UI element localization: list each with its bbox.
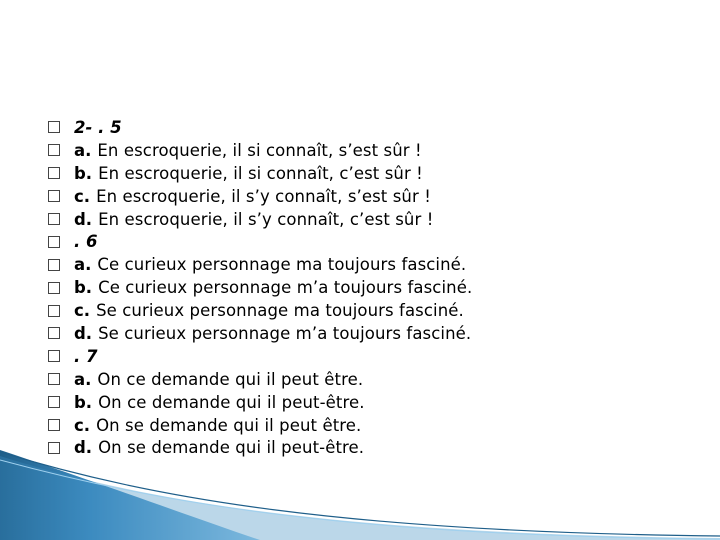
checkbox-bullet-icon <box>48 373 60 385</box>
option-text: Ce curieux personnage m’a toujours fasciné. <box>98 278 473 298</box>
option-letter: c. <box>74 301 91 321</box>
checkbox-bullet-icon <box>48 236 60 248</box>
list-item <box>48 208 472 231</box>
checkbox-bullet-icon <box>48 350 60 362</box>
option-letter: a. <box>74 255 92 275</box>
section-number: 2- . 5 <box>74 117 122 137</box>
list-item <box>48 253 472 276</box>
option-letter: b. <box>74 278 93 298</box>
option-letter: d. <box>74 438 93 458</box>
option-letter: d. <box>74 323 93 343</box>
option-text: En escroquerie, il si connaît, s’est sûr ! <box>97 140 422 160</box>
option-text: Se curieux personnage m’a toujours fasciné. <box>98 323 472 343</box>
list-item <box>48 368 472 391</box>
decorative-swoosh <box>0 450 720 540</box>
option-letter: c. <box>74 186 91 206</box>
option-text: On se demande qui il peut être. <box>96 415 362 435</box>
section-number: . 7 <box>74 346 98 366</box>
checkbox-bullet-icon <box>48 259 60 271</box>
option-text: En escroquerie, il s’y connaît, s’est sûr ! <box>96 186 431 206</box>
section-number: . 6 <box>74 232 98 252</box>
checkbox-bullet-icon <box>48 144 60 156</box>
list-item <box>48 414 472 437</box>
option-letter: b. <box>74 163 93 183</box>
option-letter: d. <box>74 209 93 229</box>
checkbox-bullet-icon <box>48 327 60 339</box>
checkbox-bullet-icon <box>48 305 60 317</box>
option-text: En escroquerie, il s’y connaît, c’est sûr ! <box>98 209 434 229</box>
checkbox-bullet-icon <box>48 213 60 225</box>
option-letter: a. <box>74 140 92 160</box>
checkbox-bullet-icon <box>48 167 60 179</box>
list-item <box>48 322 472 345</box>
checkbox-bullet-icon <box>48 121 60 133</box>
checkbox-bullet-icon <box>48 419 60 431</box>
list-item <box>48 345 472 368</box>
option-text: On se demande qui il peut-être. <box>98 438 365 458</box>
checkbox-bullet-icon <box>48 190 60 202</box>
option-text: Ce curieux personnage ma toujours fasciné. <box>97 255 467 275</box>
list-item <box>48 185 472 208</box>
list-item <box>48 299 472 322</box>
checkbox-bullet-icon <box>48 396 60 408</box>
list-item <box>48 230 472 253</box>
option-letter: c. <box>74 415 91 435</box>
checkbox-bullet-icon <box>48 282 60 294</box>
question-list <box>48 116 472 459</box>
list-item <box>48 116 472 139</box>
option-letter: b. <box>74 392 93 412</box>
option-text: Se curieux personnage ma toujours fasciné. <box>96 301 464 321</box>
list-item <box>48 276 472 299</box>
option-text: On ce demande qui il peut être. <box>97 369 364 389</box>
option-text: On ce demande qui il peut-être. <box>98 392 365 412</box>
list-item <box>48 391 472 414</box>
list-item <box>48 162 472 185</box>
list-item <box>48 139 472 162</box>
option-letter: a. <box>74 369 92 389</box>
option-text: En escroquerie, il si connaît, c’est sûr ! <box>98 163 423 183</box>
